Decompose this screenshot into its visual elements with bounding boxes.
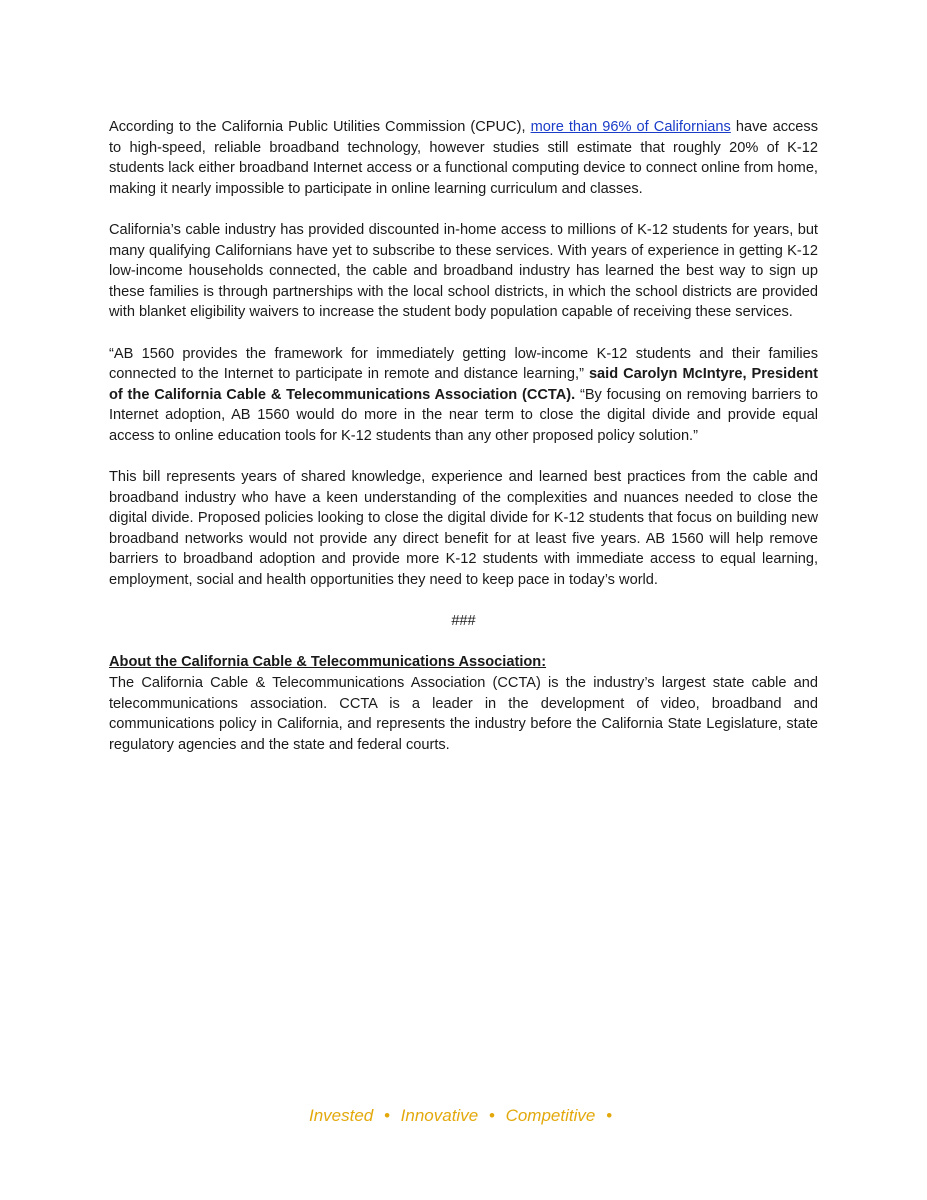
tagline-bullet-3: • — [606, 1106, 613, 1125]
paragraph-quote — [109, 344, 818, 447]
paragraph-cpuc-rest: have access to high-speed, reliable broadband technology, however studies still estimate that roughly 20% of K-12 students lack either broadband Internet access or a functional computing device to connect online from home, making it nearly impossible to participate in online learning curriculum and classes. — [109, 119, 819, 197]
quote-attribution: said Carolyn McIntyre, President of the California Cable & Telecommunications Association (CCTA). — [109, 366, 818, 403]
quote-part-2: “By focusing on removing barriers to Internet adoption, AB 1560 would do more in the near term to close the digital divide and provide equal access to online education tools for K-12 students than any other proposed policy solution.” — [109, 386, 819, 444]
tagline-invested: Invested — [308, 1106, 374, 1125]
document-body — [109, 117, 818, 755]
paragraph-cpuc-intro: According to the California Public Utilities Commission (CPUC), — [109, 119, 531, 135]
about-heading: About the California Cable & Telecommunications Association: — [109, 654, 547, 671]
tagline-bullet-2: • — [488, 1106, 495, 1125]
section-separator: ### — [451, 613, 476, 630]
footer-tagline — [0, 1106, 927, 1126]
cpuc-stat-link[interactable]: more than 96% of Californians — [530, 119, 731, 135]
paragraph-bill-summary: This bill represents years of shared knowledge, experience and learned best practices from the cable and broadband industry who have a keen understanding of the complexities and nuances needed to close the digital divide. Proposed policies looking to close the digital divide for K-12 students that focus on building new broadband networks would not provide any direct benefit for at least five years. AB 1560 will help remove barriers to broadband adoption and provide more K-12 students with immediate access to equal learning, employment, social and health opportunities they need to keep pace in today’s world. — [109, 469, 818, 589]
quote-part-1: “AB 1560 provides the framework for immediately getting low-income K-12 students and their families connected to the Internet to participate in remote and distance learning,” — [109, 345, 818, 383]
about-text: The California Cable & Telecommunications Association (CCTA) is the industry’s largest state cable and telecommunications association. CCTA is a leader in the development of video, broadband and communications policy in California, and represents the industry before the California State Legislature, state regulatory agencies and the state and federal courts. — [109, 675, 818, 753]
paragraph-cable-industry: California’s cable industry has provided discounted in-home access to millions of K-12 students for years, but many qualifying Californians have yet to subscribe to these services. With years of experience in getting K-12 low-income households connected, the cable and broadband industry has learned the best way to sign up these families is through partnerships with the local school districts, in which the school districts are provided with blanket eligibility waivers to increase the student body population capable of receiving these services. — [109, 221, 818, 321]
tagline-bullet-1: • — [383, 1106, 390, 1125]
tagline-innovative: Innovative — [400, 1106, 479, 1125]
tagline-competitive: Competitive — [505, 1106, 596, 1125]
paragraph-cpuc — [109, 117, 818, 199]
